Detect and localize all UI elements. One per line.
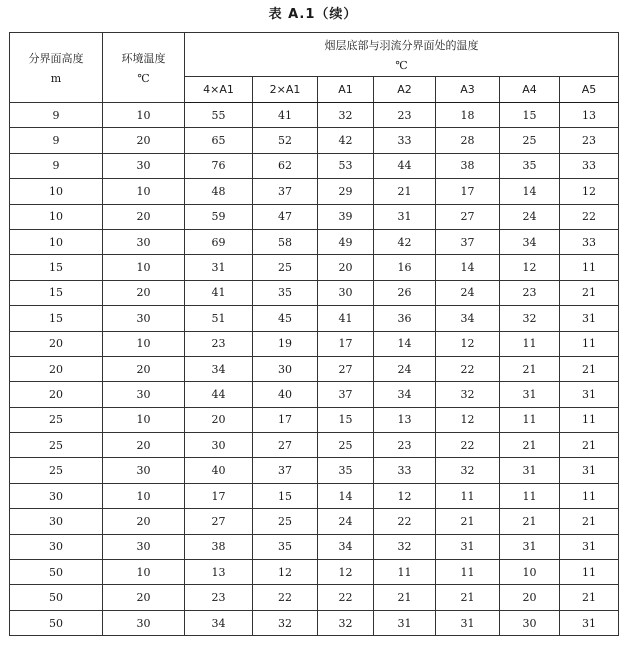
table-cell: 14 bbox=[318, 483, 374, 508]
header-interface-height-unit: m bbox=[50, 72, 62, 85]
header-smoke-layer-temperature-unit: ℃ bbox=[395, 59, 408, 72]
table-cell: 11 bbox=[560, 483, 619, 508]
table-cell: 24 bbox=[436, 280, 500, 305]
table-cell: 37 bbox=[436, 229, 500, 254]
table-cell: 22 bbox=[374, 509, 436, 534]
table-cell: 31 bbox=[500, 458, 560, 483]
table-cell: 12 bbox=[500, 255, 560, 280]
header-interface-height bbox=[10, 33, 103, 103]
table-cell: 59 bbox=[185, 204, 253, 229]
table-cell: 12 bbox=[318, 560, 374, 585]
table-cell: 42 bbox=[374, 229, 436, 254]
table-cell: 11 bbox=[500, 483, 560, 508]
table-cell: 44 bbox=[374, 153, 436, 178]
header-smoke-layer-temperature-label: 烟层底部与羽流分界面处的温度 bbox=[324, 39, 479, 52]
table-cell: 69 bbox=[185, 229, 253, 254]
table-row bbox=[10, 483, 619, 508]
table-cell: 49 bbox=[318, 229, 374, 254]
table-cell: 35 bbox=[253, 534, 318, 559]
table-cell: 20 bbox=[103, 204, 185, 229]
header-sub-4: A3 bbox=[436, 77, 500, 103]
table-cell: 23 bbox=[185, 331, 253, 356]
table-cell: 40 bbox=[185, 458, 253, 483]
table-cell: 15 bbox=[318, 407, 374, 432]
table-row bbox=[10, 534, 619, 559]
table-cell: 24 bbox=[374, 356, 436, 381]
table-cell: 30 bbox=[10, 534, 103, 559]
table-cell: 31 bbox=[560, 534, 619, 559]
table-cell: 37 bbox=[253, 458, 318, 483]
table-cell: 31 bbox=[500, 534, 560, 559]
header-sub-5: A4 bbox=[500, 77, 560, 103]
table-cell: 17 bbox=[318, 331, 374, 356]
table-cell: 20 bbox=[500, 585, 560, 610]
table-cell: 12 bbox=[436, 407, 500, 432]
table-cell: 30 bbox=[103, 458, 185, 483]
table-cell: 24 bbox=[500, 204, 560, 229]
table-cell: 33 bbox=[560, 229, 619, 254]
table-cell: 10 bbox=[103, 331, 185, 356]
table-cell: 31 bbox=[374, 610, 436, 635]
table-cell: 12 bbox=[436, 331, 500, 356]
table-cell: 25 bbox=[253, 509, 318, 534]
table-cell: 45 bbox=[253, 306, 318, 331]
table-cell: 13 bbox=[374, 407, 436, 432]
table-cell: 11 bbox=[500, 331, 560, 356]
table-cell: 22 bbox=[436, 356, 500, 381]
table-cell: 20 bbox=[10, 331, 103, 356]
table-cell: 30 bbox=[10, 509, 103, 534]
table-cell: 14 bbox=[436, 255, 500, 280]
table-cell: 58 bbox=[253, 229, 318, 254]
table-cell: 12 bbox=[560, 179, 619, 204]
table-cell: 30 bbox=[253, 356, 318, 381]
header-ambient-temperature-unit: ℃ bbox=[137, 72, 150, 85]
table-cell: 20 bbox=[318, 255, 374, 280]
table-cell: 12 bbox=[253, 560, 318, 585]
table-cell: 32 bbox=[436, 382, 500, 407]
table-cell: 25 bbox=[500, 128, 560, 153]
table-cell: 21 bbox=[436, 585, 500, 610]
table-cell: 30 bbox=[103, 229, 185, 254]
header-sub-1: 2×A1 bbox=[253, 77, 318, 103]
table-cell: 40 bbox=[253, 382, 318, 407]
table-cell: 31 bbox=[560, 382, 619, 407]
header-sub-2: A1 bbox=[318, 77, 374, 103]
table-row bbox=[10, 407, 619, 432]
table-cell: 32 bbox=[253, 610, 318, 635]
table-cell: 11 bbox=[560, 560, 619, 585]
table-row bbox=[10, 204, 619, 229]
table-cell: 33 bbox=[374, 128, 436, 153]
table-cell: 33 bbox=[374, 458, 436, 483]
table-row bbox=[10, 458, 619, 483]
table-cell: 25 bbox=[318, 433, 374, 458]
table-cell: 25 bbox=[253, 255, 318, 280]
table-row bbox=[10, 255, 619, 280]
table-cell: 23 bbox=[185, 585, 253, 610]
table-cell: 10 bbox=[103, 407, 185, 432]
table-cell: 21 bbox=[500, 509, 560, 534]
table-cell: 31 bbox=[374, 204, 436, 229]
table-cell: 21 bbox=[374, 585, 436, 610]
table-cell: 13 bbox=[560, 103, 619, 128]
table-cell: 39 bbox=[318, 204, 374, 229]
header-ambient-temperature-label: 环境温度 bbox=[121, 52, 166, 65]
table-row bbox=[10, 128, 619, 153]
table-cell: 23 bbox=[374, 433, 436, 458]
table-cell: 30 bbox=[10, 483, 103, 508]
table-cell: 10 bbox=[500, 560, 560, 585]
table-cell: 50 bbox=[10, 560, 103, 585]
table-cell: 32 bbox=[436, 458, 500, 483]
table-cell: 21 bbox=[560, 585, 619, 610]
table-row bbox=[10, 610, 619, 635]
table-cell: 34 bbox=[185, 610, 253, 635]
header-smoke-layer-temperature bbox=[185, 33, 619, 77]
table-cell: 15 bbox=[10, 280, 103, 305]
table-cell: 19 bbox=[253, 331, 318, 356]
table-cell: 38 bbox=[436, 153, 500, 178]
table-cell: 20 bbox=[103, 128, 185, 153]
table-cell: 22 bbox=[560, 204, 619, 229]
table-cell: 30 bbox=[103, 534, 185, 559]
table-cell: 37 bbox=[318, 382, 374, 407]
table-cell: 25 bbox=[10, 458, 103, 483]
table-cell: 10 bbox=[103, 179, 185, 204]
table-cell: 15 bbox=[10, 306, 103, 331]
table-row bbox=[10, 179, 619, 204]
table-cell: 20 bbox=[185, 407, 253, 432]
table-cell: 21 bbox=[560, 280, 619, 305]
table-row bbox=[10, 585, 619, 610]
table-cell: 22 bbox=[436, 433, 500, 458]
table-cell: 48 bbox=[185, 179, 253, 204]
table-cell: 62 bbox=[253, 153, 318, 178]
table-cell: 20 bbox=[103, 280, 185, 305]
table-cell: 34 bbox=[318, 534, 374, 559]
table-cell: 41 bbox=[318, 306, 374, 331]
table-cell: 27 bbox=[185, 509, 253, 534]
temperature-table bbox=[9, 32, 619, 636]
table-cell: 34 bbox=[185, 356, 253, 381]
table-cell: 55 bbox=[185, 103, 253, 128]
table-cell: 22 bbox=[318, 585, 374, 610]
table-cell: 21 bbox=[500, 433, 560, 458]
table-cell: 21 bbox=[436, 509, 500, 534]
table-cell: 32 bbox=[500, 306, 560, 331]
table-body bbox=[10, 103, 619, 636]
table-cell: 11 bbox=[374, 560, 436, 585]
table-cell: 36 bbox=[374, 306, 436, 331]
table-cell: 20 bbox=[103, 433, 185, 458]
table-row bbox=[10, 509, 619, 534]
table-cell: 31 bbox=[560, 306, 619, 331]
table-cell: 32 bbox=[318, 103, 374, 128]
table-cell: 10 bbox=[103, 255, 185, 280]
table-cell: 28 bbox=[436, 128, 500, 153]
table-cell: 23 bbox=[500, 280, 560, 305]
table-cell: 41 bbox=[185, 280, 253, 305]
table-cell: 11 bbox=[560, 407, 619, 432]
table-cell: 35 bbox=[318, 458, 374, 483]
table-cell: 47 bbox=[253, 204, 318, 229]
table-cell: 10 bbox=[103, 560, 185, 585]
table-cell: 11 bbox=[436, 483, 500, 508]
table-cell: 10 bbox=[10, 179, 103, 204]
table-cell: 10 bbox=[103, 483, 185, 508]
table-cell: 23 bbox=[560, 128, 619, 153]
table-cell: 31 bbox=[436, 610, 500, 635]
header-sub-6: A5 bbox=[560, 77, 619, 103]
table-cell: 18 bbox=[436, 103, 500, 128]
table-cell: 29 bbox=[318, 179, 374, 204]
table-cell: 21 bbox=[560, 433, 619, 458]
table-cell: 10 bbox=[10, 229, 103, 254]
table-cell: 17 bbox=[253, 407, 318, 432]
table-cell: 14 bbox=[374, 331, 436, 356]
table-cell: 11 bbox=[560, 255, 619, 280]
header-ambient-temperature bbox=[103, 33, 185, 103]
header-sub-3: A2 bbox=[374, 77, 436, 103]
table-cell: 21 bbox=[500, 356, 560, 381]
table-cell: 44 bbox=[185, 382, 253, 407]
table-cell: 9 bbox=[10, 153, 103, 178]
table-cell: 31 bbox=[560, 610, 619, 635]
table-cell: 27 bbox=[436, 204, 500, 229]
header-sub-0: 4×A1 bbox=[185, 77, 253, 103]
table-cell: 34 bbox=[374, 382, 436, 407]
table-cell: 15 bbox=[500, 103, 560, 128]
table-cell: 15 bbox=[10, 255, 103, 280]
table-cell: 20 bbox=[103, 585, 185, 610]
table-cell: 52 bbox=[253, 128, 318, 153]
table-cell: 32 bbox=[318, 610, 374, 635]
table-row bbox=[10, 229, 619, 254]
header-interface-height-label: 分界面高度 bbox=[28, 52, 84, 65]
table-cell: 34 bbox=[500, 229, 560, 254]
table-cell: 30 bbox=[103, 610, 185, 635]
table-cell: 9 bbox=[10, 103, 103, 128]
table-row bbox=[10, 560, 619, 585]
table-cell: 31 bbox=[436, 534, 500, 559]
table-caption: 表 A.1（续） bbox=[268, 7, 358, 22]
table-cell: 51 bbox=[185, 306, 253, 331]
table-cell: 10 bbox=[103, 103, 185, 128]
table-row bbox=[10, 306, 619, 331]
table-cell: 21 bbox=[374, 179, 436, 204]
table-row bbox=[10, 280, 619, 305]
table-cell: 10 bbox=[10, 204, 103, 229]
table-cell: 31 bbox=[500, 382, 560, 407]
table-cell: 27 bbox=[318, 356, 374, 381]
table-cell: 11 bbox=[560, 331, 619, 356]
table-cell: 17 bbox=[436, 179, 500, 204]
table-row bbox=[10, 153, 619, 178]
table-cell: 15 bbox=[253, 483, 318, 508]
table-cell: 20 bbox=[10, 356, 103, 381]
table-cell: 21 bbox=[560, 356, 619, 381]
table-cell: 33 bbox=[560, 153, 619, 178]
table-cell: 22 bbox=[253, 585, 318, 610]
table-cell: 25 bbox=[10, 433, 103, 458]
table-cell: 50 bbox=[10, 585, 103, 610]
table-cell: 35 bbox=[500, 153, 560, 178]
table-cell: 14 bbox=[500, 179, 560, 204]
table-row bbox=[10, 356, 619, 381]
table-cell: 35 bbox=[253, 280, 318, 305]
table-cell: 20 bbox=[103, 356, 185, 381]
table-cell: 30 bbox=[103, 382, 185, 407]
table-cell: 53 bbox=[318, 153, 374, 178]
table-cell: 30 bbox=[103, 153, 185, 178]
table-cell: 21 bbox=[560, 509, 619, 534]
table-cell: 26 bbox=[374, 280, 436, 305]
table-row bbox=[10, 382, 619, 407]
table-cell: 25 bbox=[10, 407, 103, 432]
table-row bbox=[10, 331, 619, 356]
table-cell: 31 bbox=[185, 255, 253, 280]
table-cell: 13 bbox=[185, 560, 253, 585]
table-cell: 27 bbox=[253, 433, 318, 458]
table-cell: 17 bbox=[185, 483, 253, 508]
table-cell: 31 bbox=[560, 458, 619, 483]
table-cell: 11 bbox=[500, 407, 560, 432]
table-cell: 11 bbox=[436, 560, 500, 585]
table-cell: 30 bbox=[500, 610, 560, 635]
table-cell: 37 bbox=[253, 179, 318, 204]
table-cell: 23 bbox=[374, 103, 436, 128]
table-cell: 12 bbox=[374, 483, 436, 508]
table-cell: 20 bbox=[103, 509, 185, 534]
table-cell: 65 bbox=[185, 128, 253, 153]
table-cell: 9 bbox=[10, 128, 103, 153]
table-cell: 30 bbox=[318, 280, 374, 305]
table-cell: 30 bbox=[103, 306, 185, 331]
table-cell: 42 bbox=[318, 128, 374, 153]
table-cell: 38 bbox=[185, 534, 253, 559]
table-cell: 20 bbox=[10, 382, 103, 407]
table-cell: 50 bbox=[10, 610, 103, 635]
table-cell: 32 bbox=[374, 534, 436, 559]
table-cell: 41 bbox=[253, 103, 318, 128]
table-cell: 76 bbox=[185, 153, 253, 178]
table-cell: 24 bbox=[318, 509, 374, 534]
table-row bbox=[10, 103, 619, 128]
table-cell: 34 bbox=[436, 306, 500, 331]
table-row bbox=[10, 433, 619, 458]
table-cell: 30 bbox=[185, 433, 253, 458]
table-cell: 16 bbox=[374, 255, 436, 280]
